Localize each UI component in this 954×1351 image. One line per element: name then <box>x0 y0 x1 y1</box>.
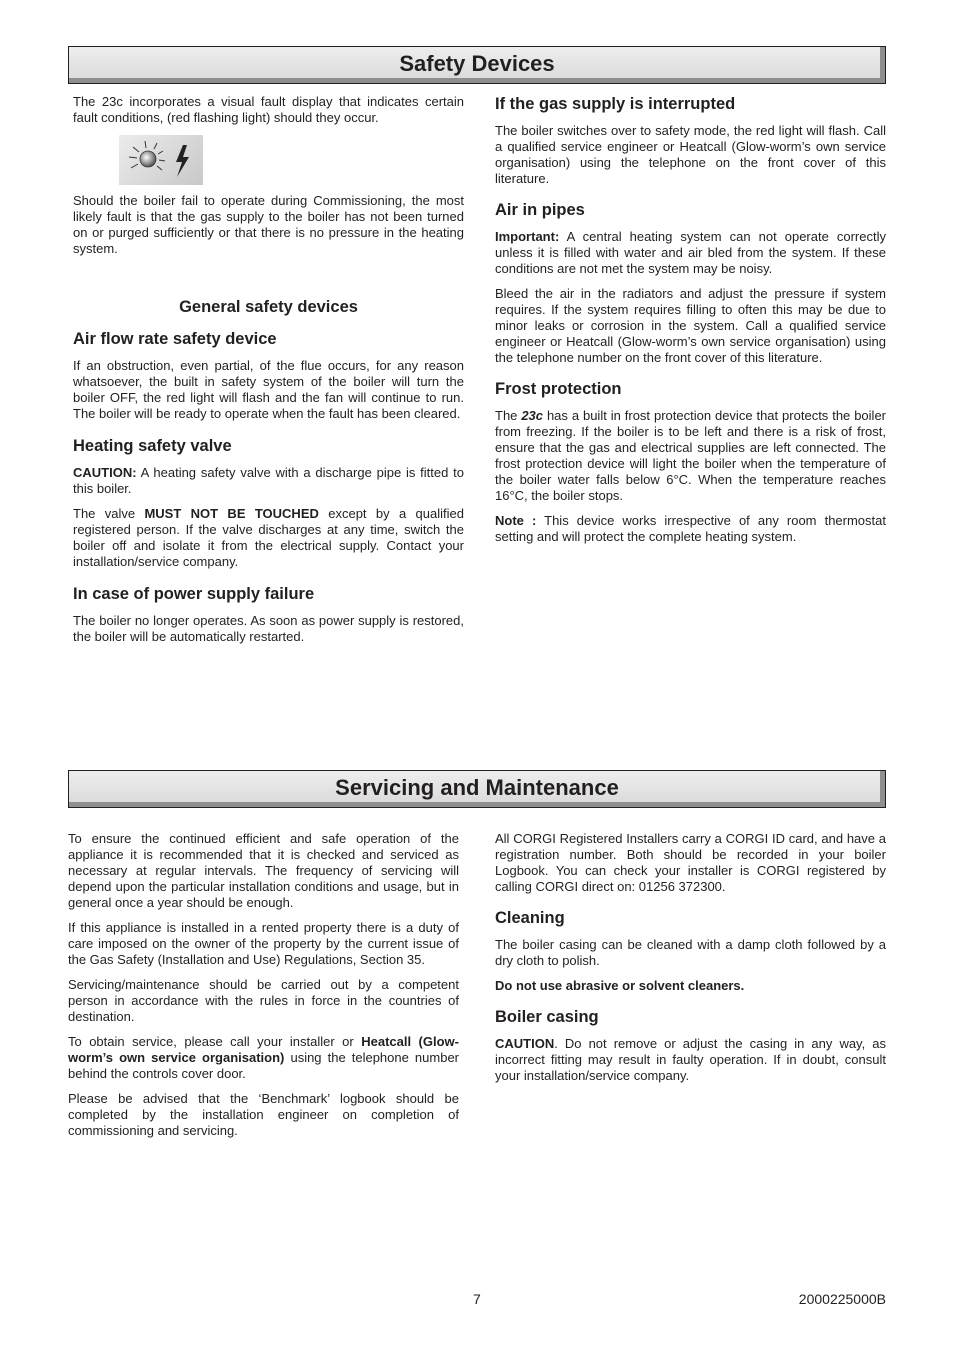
valve-text-bold: MUST NOT BE TOUCHED <box>144 506 319 521</box>
cleaning-heading: Cleaning <box>495 909 565 927</box>
cleaning-text: The boiler casing can be cleaned with a damp cloth followed by a dry cloth to polish. <box>495 937 886 968</box>
safety-devices-title: Safety Devices <box>399 50 555 76</box>
servicing-title: Servicing and Maintenance <box>335 774 619 800</box>
valve-text <box>73 506 464 570</box>
airflow-text: If an obstruction, even partial, of the flue occurs, for any reason whatsoever, the built in safety system of the boiler will turn the boiler OFF, the red light will flash and the fan will continue to run. The boiler will be ready to operate when the fault has been cleared. <box>73 358 464 421</box>
servicing-p3: Servicing/maintenance should be carried out by a competent person in accordance with the rules in force in the countries of destination. <box>68 977 459 1024</box>
valve-caution-text: A heating safety valve with a discharge pipe is fitted to this boiler. <box>73 465 464 496</box>
servicing-p4-bold: Heatcall (Glow-worm’s own service organisation) <box>68 1034 459 1065</box>
airflow-heading: Air flow rate safety device <box>73 330 277 348</box>
casing-heading: Boiler casing <box>495 1008 599 1026</box>
frost-heading: Frost protection <box>495 380 622 398</box>
servicing-p4-a: To obtain service, please call your installer or <box>68 1034 362 1049</box>
safety-right-column <box>495 94 886 554</box>
valve-heading: Heating safety valve <box>73 437 232 455</box>
gas-heading: If the gas supply is interrupted <box>495 95 736 113</box>
servicing-p4-b: using the telephone number behind the controls cover door. <box>68 1050 459 1081</box>
servicing-p2: If this appliance is installed in a rented property there is a duty of care imposed on the owner of the property by the current issue of the Gas Safety (Installation and Use) Regulations, Section 35. <box>68 920 459 967</box>
frost-model: 23c <box>521 408 544 423</box>
servicing-p5: Please be advised that the ‘Benchmark’ logbook should be completed by the installation engineer on completion of commissioning and servicing. <box>68 1091 459 1138</box>
valve-text-a: The valve <box>73 506 145 521</box>
valve-text-b: except by a qualified registered person. If the valve discharges at any time, switch the boiler off and isolate it from the electrical supply. Contact your installation/service company. <box>73 506 464 569</box>
frost-text <box>495 408 886 504</box>
frost-note-label: Note : <box>495 513 537 528</box>
servicing-p1: To ensure the continued efficient and safe operation of the appliance it is recommended that it is checked and serviced as necessary at regular intervals. The frequency of servicing will depend upon the particular installation conditions and usage, but in general once a year should be enough. <box>68 831 459 910</box>
servicing-banner <box>68 770 886 808</box>
casing-caution-text: . Do not remove or adjust the casing in any way, as incorrect fitting may result in faulty operation. If in doubt, consult your installation/service company. <box>495 1036 886 1083</box>
air-important-text: A central heating system can not operate correctly unless it is filled with water and air bled from the system. If these conditions are not met the system may be noisy. <box>495 229 886 276</box>
document-code: 2000225000B <box>798 1291 886 1307</box>
gas-text: The boiler switches over to safety mode, the red light will flash. Call a qualified service engineer or Heatcall (Glow-worm’s own service organisation) using the telephone on the front cover of this literature. <box>495 123 886 186</box>
frost-text-a: The <box>495 408 522 423</box>
commissioning-text: Should the boiler fail to operate during Commissioning, the most likely fault is that the gas supply to the boiler has not been turned on or purged sufficiently or that there is no pressure in the heating system. <box>73 193 464 256</box>
servicing-left-column <box>68 831 459 1148</box>
valve-caution-label: CAUTION: <box>73 465 137 480</box>
frost-note <box>495 513 886 545</box>
safety-devices-banner <box>68 46 886 84</box>
corgi-text: All CORGI Registered Installers carry a CORGI ID card, and have a registration number. Both should be recorded in your boiler Logbook. You can check your installer is CORGI registered by calling CORGI direct on: 01256 372300. <box>495 831 886 894</box>
cleaning-warning-text: Do not use abrasive or solvent cleaners. <box>495 978 745 993</box>
casing-caution <box>495 1036 886 1084</box>
power-heading: In case of power supply failure <box>73 585 315 603</box>
page-number: 7 <box>473 1291 481 1307</box>
servicing-right-column <box>495 831 886 1093</box>
air-bleed-text: Bleed the air in the radiators and adjust the pressure if system requires. If the system requires filling to often this may be due to minor leaks or corrosion in the system. Call a qualified service engineer or Heatcall (Glow-worm’s own service organisation) using the telephone number on the front cover of this literature. <box>495 286 886 365</box>
casing-caution-label: CAUTION <box>495 1036 555 1051</box>
frost-note-text: This device works irrespective of any room thermostat setting and will protect the complete heating system. <box>495 513 886 544</box>
valve-caution <box>73 465 464 497</box>
safety-intro: The 23c incorporates a visual fault display that indicates certain fault conditions, (red flashing light) should they occur. <box>73 94 464 125</box>
power-text: The boiler no longer operates. As soon as power supply is restored, the boiler will be automatically restarted. <box>73 613 464 644</box>
cleaning-warning <box>495 978 886 994</box>
air-important <box>495 229 886 277</box>
air-heading: Air in pipes <box>495 201 585 219</box>
safety-left-column <box>73 94 464 654</box>
general-safety-heading: General safety devices <box>179 298 358 316</box>
servicing-p4 <box>68 1034 459 1082</box>
fault-light-icon <box>119 135 203 185</box>
air-important-label: Important: <box>495 229 560 244</box>
frost-text-b: has a built in frost protection device that protects the boiler from freezing. If the boiler is to be left and there is a risk of frost, ensure that the gas and electrical supplies are left connected. The frost protection device will light the boiler when the temperature of the boiler water falls below 6°C. When the temperature reaches 16°C, the boiler stops. <box>495 408 886 503</box>
